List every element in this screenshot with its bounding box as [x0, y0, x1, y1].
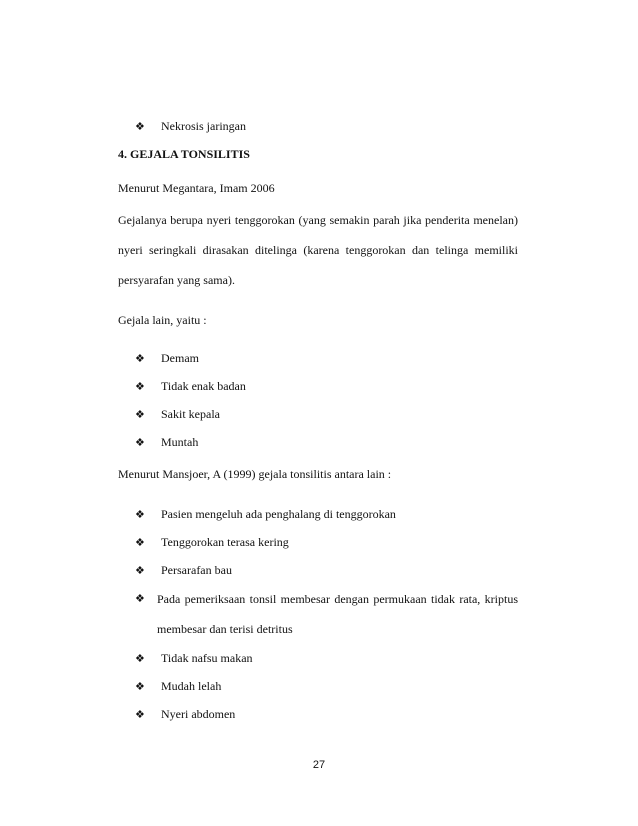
paragraph-line: persyarafan yang sama). — [118, 273, 235, 287]
diamond-bullet-icon: ❖ — [135, 537, 145, 549]
list-item — [135, 118, 246, 135]
list-item — [135, 406, 220, 423]
list-intro: Gejala lain, yaitu : — [118, 313, 207, 327]
list-item — [135, 350, 199, 367]
list-item — [135, 678, 221, 695]
list-item-text: Sakit kepala — [161, 407, 220, 421]
diamond-bullet-icon: ❖ — [135, 509, 145, 521]
diamond-bullet-icon: ❖ — [135, 593, 145, 605]
list-item-text: Demam — [161, 351, 199, 365]
diamond-bullet-icon: ❖ — [135, 409, 145, 421]
list-item-text: Pada pemeriksaan tonsil membesar dengan permukaan tidak rata, kriptus — [157, 592, 518, 606]
diamond-bullet-icon: ❖ — [135, 653, 145, 665]
list-item-text: Pasien mengeluh ada penghalang di tenggorokan — [161, 507, 396, 521]
page-number: 27 — [312, 759, 326, 771]
diamond-bullet-icon: ❖ — [135, 709, 145, 721]
list-item — [135, 378, 246, 395]
list-item-text: Nyeri abdomen — [161, 707, 236, 721]
diamond-bullet-icon: ❖ — [135, 437, 145, 449]
diamond-bullet-icon: ❖ — [135, 681, 145, 693]
list-item-text: Persarafan bau — [161, 563, 232, 577]
section-heading: 4. GEJALA TONSILITIS — [118, 147, 250, 161]
diamond-bullet-icon: ❖ — [135, 381, 145, 393]
list-item — [135, 434, 198, 451]
list-item — [135, 534, 289, 551]
list-item-text: Mudah lelah — [161, 679, 222, 693]
list-item-text: Tidak enak badan — [161, 379, 246, 393]
diamond-bullet-icon: ❖ — [135, 121, 145, 133]
diamond-bullet-icon: ❖ — [135, 353, 145, 365]
source-citation: Menurut Mansjoer, A (1999) gejala tonsilitis antara lain : — [118, 467, 392, 481]
list-item — [135, 562, 232, 579]
list-item-text: Tenggorokan terasa kering — [161, 535, 289, 549]
list-item — [135, 706, 235, 723]
source-citation: Menurut Megantara, Imam 2006 — [118, 181, 275, 195]
list-item-text: Muntah — [161, 435, 199, 449]
list-item — [135, 650, 253, 667]
list-item-text: Tidak nafsu makan — [161, 651, 253, 665]
paragraph-line: Gejalanya berupa nyeri tenggorokan (yang semakin parah jika penderita menelan) — [118, 213, 518, 227]
list-item-continuation: membesar dan terisi detritus — [157, 622, 293, 636]
diamond-bullet-icon: ❖ — [135, 565, 145, 577]
paragraph-line: nyeri seringkali dirasakan ditelinga (karena tenggorokan dan telinga memiliki — [118, 243, 518, 257]
list-item — [135, 506, 396, 523]
list-item-text: Nekrosis jaringan — [161, 119, 246, 133]
